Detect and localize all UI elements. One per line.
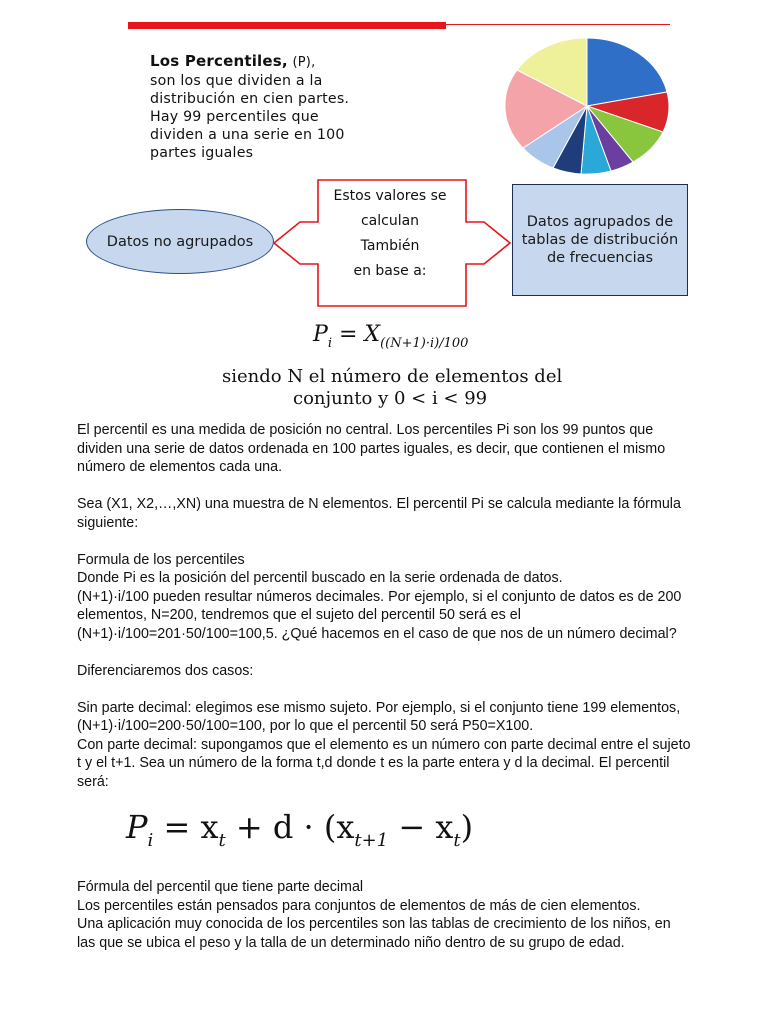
grouped-data-line: de frecuencias <box>546 250 654 266</box>
callout-line: Estos valores se <box>333 188 447 204</box>
callout-line: También <box>360 238 420 254</box>
ungrouped-data-label: Datos no agrupados <box>106 233 254 250</box>
callout-text <box>318 184 462 284</box>
formula2-eq: = x <box>153 808 219 846</box>
intro-definition <box>150 52 450 162</box>
paragraph: Fórmula del percentil que tiene parte decimal <box>77 879 364 895</box>
paragraph: Sea (X1, X2,…,XN) una muestra de N elementos. El percentil Pi se calcula mediante la fórmula siguiente: <box>77 496 681 531</box>
formula2-lhs-sub: i <box>147 830 154 851</box>
body-text-continued <box>77 878 692 952</box>
formula-lhs-sub: i <box>327 336 332 351</box>
decorative-pie-chart <box>482 26 692 176</box>
header-red-bar <box>128 22 446 29</box>
paragraph: Formula de los percentiles <box>77 551 245 568</box>
formula2-lhs: P <box>126 808 148 846</box>
paragraph: El percentil es una medida de posición no central. Los percentiles Pi son los 99 puntos que dividen una serie de datos ordenada en 100 partes iguales, es decir, que contienen el mismo número de elementos cada una. <box>77 422 666 475</box>
intro-line: Hay 99 percentiles que <box>150 109 319 125</box>
paragraph: (N+1)·i/100 pueden resultar números decimales. Por ejemplo, si el conjunto de datos es de 200 elementos, N=200, tendremos que el sujeto del percentil 50 será es el (N+1)·i/100=201·50/100=100,5. ¿Qué hacemos en el caso de que nos de un número decimal? <box>77 588 682 642</box>
formula2-minus: − x <box>388 808 454 846</box>
formula2-sub-t2: t <box>453 830 461 851</box>
decimal-percentile-formula <box>126 808 473 851</box>
formula2-plus: + d · (x <box>225 808 355 846</box>
condition-line-1: siendo N el número de elementos del <box>222 366 563 387</box>
paragraph: Donde Pi es la posición del percentil buscado en la serie ordenada de datos. <box>77 570 563 586</box>
callout-line: en base a: <box>353 263 427 279</box>
formula-rhs: = X <box>338 322 381 347</box>
paragraph: Diferenciaremos dos casos: <box>77 662 254 679</box>
intro-line: distribución en cien partes. <box>150 91 350 107</box>
intro-line: dividen a una serie en 100 <box>150 127 345 143</box>
grouped-data-line: Datos agrupados de <box>526 214 674 230</box>
formula2-sub-t1: t+1 <box>354 830 389 851</box>
paragraph: Una aplicación muy conocida de los percentiles son las tablas de crecimiento de los niños, en las que se ubica el peso y la talla de un determinado niño dentro de su grupo de edad. <box>77 916 671 951</box>
body-text <box>77 421 692 791</box>
ungrouped-data-node <box>86 209 274 274</box>
grouped-data-node <box>512 184 688 296</box>
intro-symbol: (P), <box>292 55 316 70</box>
percentile-formula <box>313 322 468 351</box>
intro-title: Los Percentiles, <box>150 52 288 70</box>
formula-lhs: P <box>313 322 328 347</box>
formula-condition <box>222 366 562 410</box>
intro-line: partes iguales <box>150 145 254 161</box>
paragraph: Los percentiles están pensados para conjuntos de elementos de más de cien elementos. <box>77 897 641 914</box>
formula2-sub-t: t <box>218 830 226 851</box>
formula2-close: ) <box>460 808 474 846</box>
paragraph: Con parte decimal: supongamos que el elemento es un número con parte decimal entre el sujeto t y el t+1. Sea un número de la forma t,d donde t es la parte entera y d la decimal. El percentil será: <box>77 736 691 790</box>
intro-line: son los que dividen a la <box>150 73 323 89</box>
formula-rhs-sub: ((N+1)·i)/100 <box>380 336 469 351</box>
callout-line: calculan <box>360 213 420 229</box>
header-red-line <box>446 24 670 25</box>
paragraph: Sin parte decimal: elegimos ese mismo sujeto. Por ejemplo, si el conjunto tiene 199 elementos, (N+1)·i/100=200·50/100=100, por lo que el percentil 50 será P50=X100. <box>77 699 681 734</box>
condition-line-2: conjunto y 0 < i < 99 <box>293 388 488 409</box>
grouped-data-line: tablas de distribución <box>521 232 679 248</box>
